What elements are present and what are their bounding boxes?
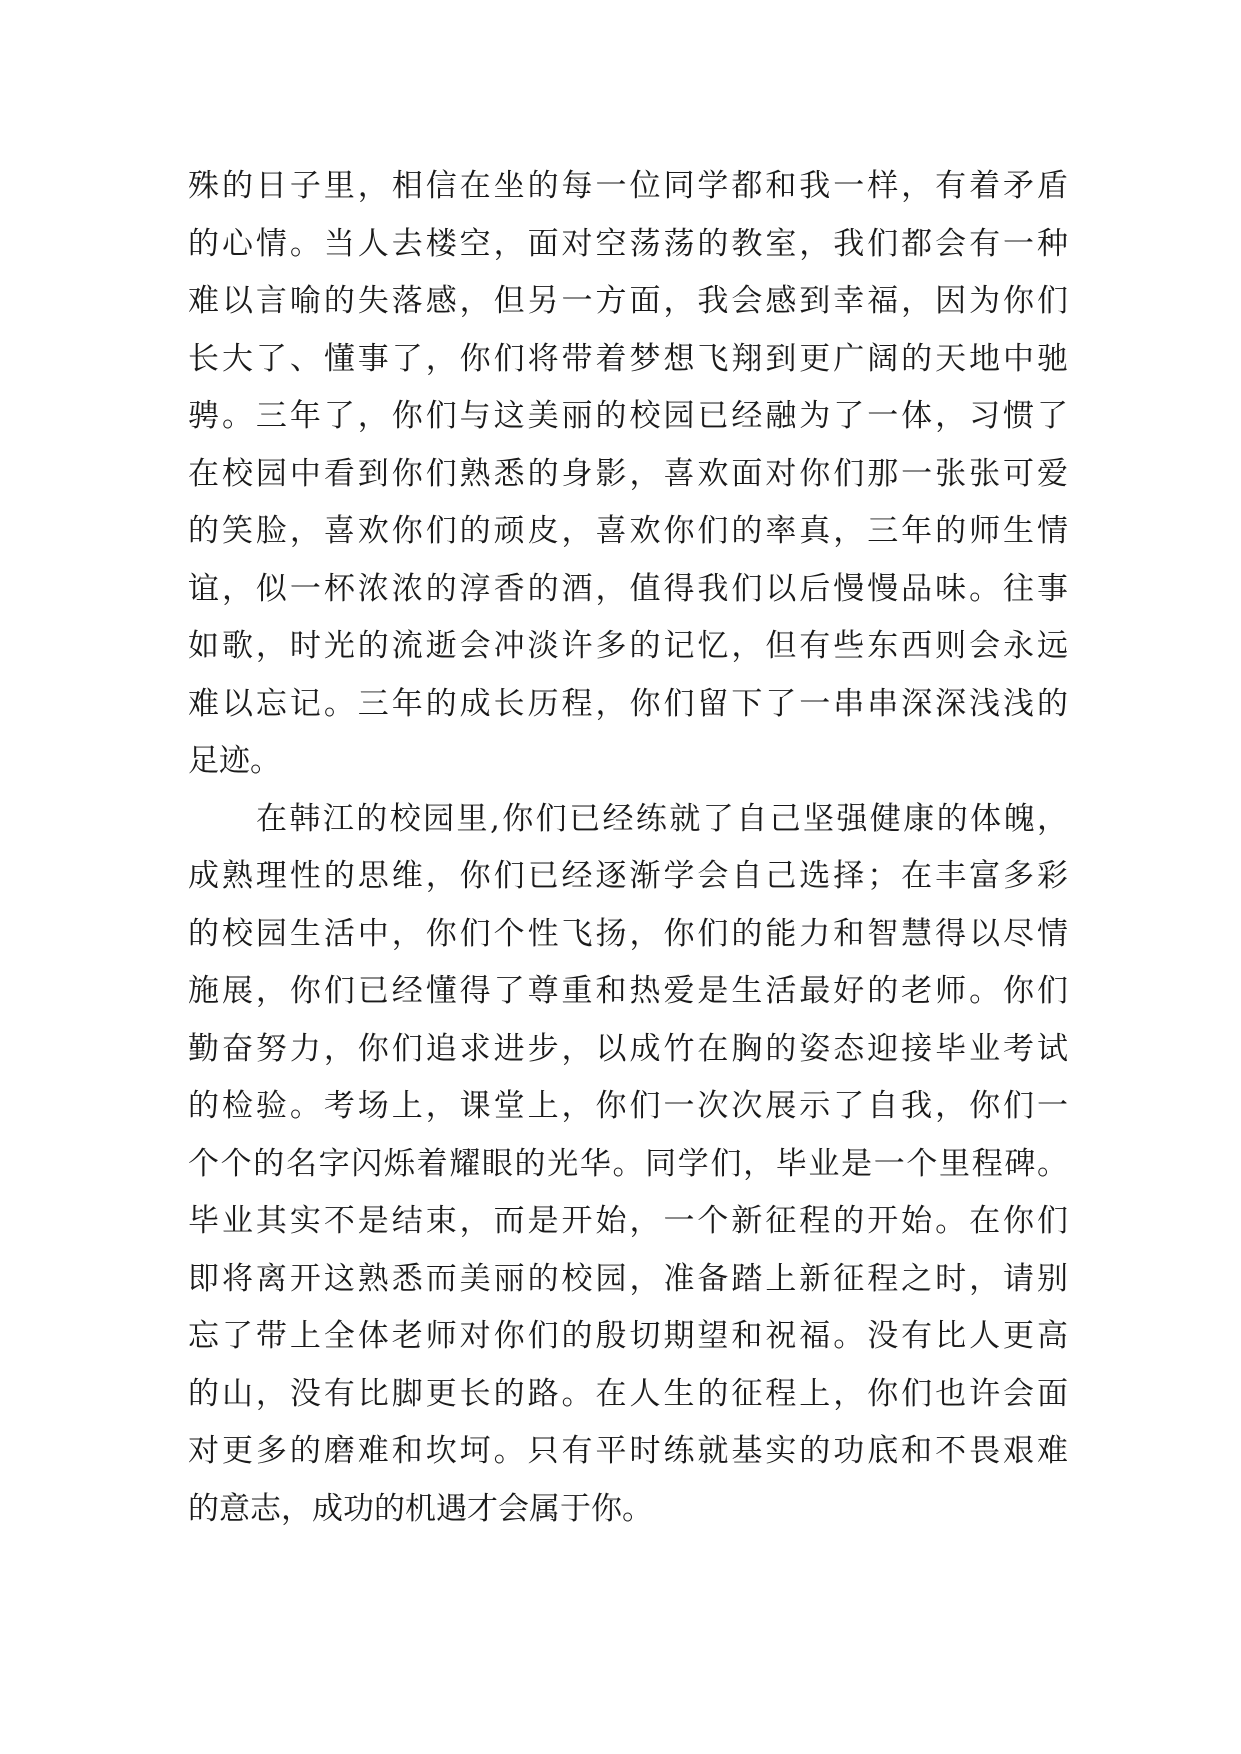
text-line: 的山，没有比脚更长的路。在人生的征程上，你们也许会面 [188,1375,1068,1412]
text-line: 成熟理性的思维，你们已经逐渐学会自己选择；在丰富多彩 [188,858,1068,894]
text-line: 的笑脸，喜欢你们的顽皮，喜欢你们的率真，三年的师生情 [188,513,1068,549]
text-line: 个个的名字闪烁着耀眼的光华。同学们，毕业是一个里程碑。 [188,1145,1068,1182]
text-line: 殊的日子里，相信在坐的每一位同学都和我一样，有着矛盾 [188,168,1068,204]
text-line: 的心情。当人去楼空，面对空荡荡的教室，我们都会有一种 [188,225,1068,262]
text-line: 长大了、懂事了，你们将带着梦想飞翔到更广阔的天地中驰 [188,340,1068,377]
text-line: 难以忘记。三年的成长历程，你们留下了一串串深深浅浅的 [188,685,1068,722]
text-line: 的校园生活中，你们个性飞扬，你们的能力和智慧得以尽情 [188,915,1068,952]
paragraph-end-line: 足迹。 [188,743,281,779]
text-line: 的检验。考场上，课堂上，你们一次次展示了自我，你们一 [188,1088,1068,1124]
text-line: 骋。三年了，你们与这美丽的校园已经融为了一体，习惯了 [188,398,1068,434]
paragraph-end-line: 的意志，成功的机遇才会属于你。 [188,1490,653,1527]
body-text [188,158,1068,1538]
text-line: 勤奋努力，你们追求进步，以成竹在胸的姿态迎接毕业考试 [188,1030,1068,1067]
text-line: 在校园中看到你们熟悉的身影，喜欢面对你们那一张张可爱 [188,455,1068,492]
text-line: 施展，你们已经懂得了尊重和热爱是生活最好的老师。你们 [188,973,1068,1009]
text-line: 对更多的磨难和坎坷。只有平时练就基实的功底和不畏艰难 [188,1433,1068,1469]
text-line: 难以言喻的失落感，但另一方面，我会感到幸福，因为你们 [188,283,1068,319]
paragraph-first-line: 在韩江的校园里,你们已经练就了自己坚强健康的体魄， [256,800,1068,837]
text-line: 如歌，时光的流逝会冲淡许多的记忆，但有些东西则会永远 [188,628,1068,664]
text-line: 谊，似一杯浓浓的淳香的酒，值得我们以后慢慢品味。往事 [188,570,1068,607]
text-line: 忘了带上全体老师对你们的殷切期望和祝福。没有比人更高 [188,1318,1068,1354]
text-line: 即将离开这熟悉而美丽的校园，准备踏上新征程之时，请别 [188,1260,1068,1297]
text-line: 毕业其实不是结束，而是开始，一个新征程的开始。在你们 [188,1203,1068,1239]
